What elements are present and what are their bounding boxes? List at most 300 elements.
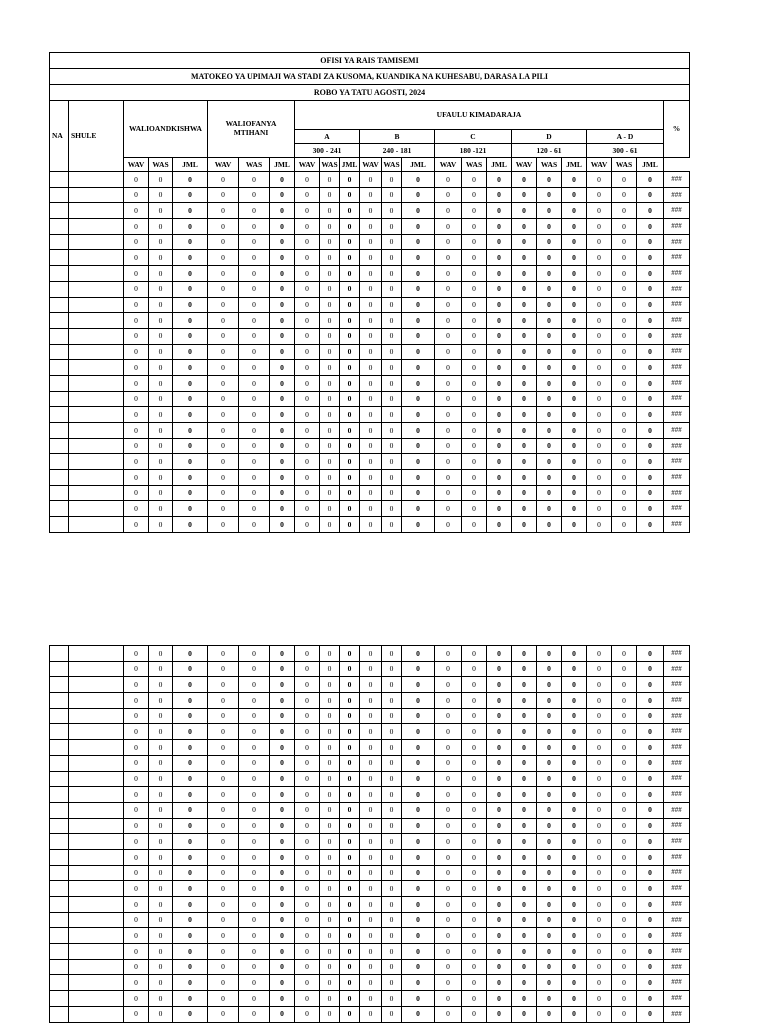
cell-was: 0 bbox=[149, 849, 173, 865]
cell-was: 0 bbox=[462, 724, 487, 740]
cell-was: 0 bbox=[612, 787, 637, 803]
cell-was: 0 bbox=[320, 944, 340, 960]
cell-was: 0 bbox=[612, 328, 637, 344]
cell-jml: 0 bbox=[340, 881, 360, 897]
cell-wav: 0 bbox=[587, 328, 612, 344]
cell-was: 0 bbox=[382, 234, 402, 250]
cell-percent: ### bbox=[664, 740, 690, 756]
table-row bbox=[50, 344, 690, 360]
cell-shule bbox=[69, 266, 124, 282]
header-ufaulu-kimadaraja: UFAULU KIMADARAJA bbox=[295, 101, 664, 130]
cell-shule bbox=[69, 944, 124, 960]
cell-was: 0 bbox=[612, 865, 637, 881]
cell-wav: 0 bbox=[208, 991, 239, 1007]
cell-wav: 0 bbox=[208, 897, 239, 913]
cell-wav: 0 bbox=[512, 677, 537, 693]
cell-was: 0 bbox=[382, 975, 402, 991]
cell-was: 0 bbox=[537, 944, 562, 960]
cell-was: 0 bbox=[462, 881, 487, 897]
cell-was: 0 bbox=[382, 740, 402, 756]
cell-wav: 0 bbox=[124, 423, 149, 439]
table-row bbox=[50, 928, 690, 944]
cell-was: 0 bbox=[320, 313, 340, 329]
cell-wav: 0 bbox=[435, 423, 462, 439]
cell-jml: 0 bbox=[340, 203, 360, 219]
cell-was: 0 bbox=[537, 802, 562, 818]
cell-wav: 0 bbox=[360, 517, 382, 533]
cell-percent: ### bbox=[664, 281, 690, 297]
cell-wav: 0 bbox=[360, 281, 382, 297]
grade-header: A bbox=[295, 130, 360, 144]
cell-shule bbox=[69, 485, 124, 501]
cell-wav: 0 bbox=[435, 661, 462, 677]
cell-was: 0 bbox=[320, 485, 340, 501]
cell-percent: ### bbox=[664, 328, 690, 344]
cell-wav: 0 bbox=[208, 470, 239, 486]
cell-percent: ### bbox=[664, 708, 690, 724]
cell-jml: 0 bbox=[173, 881, 208, 897]
cell-was: 0 bbox=[462, 849, 487, 865]
cell-na bbox=[50, 297, 69, 313]
cell-na bbox=[50, 740, 69, 756]
cell-jml: 0 bbox=[402, 470, 435, 486]
cell-was: 0 bbox=[537, 849, 562, 865]
cell-wav: 0 bbox=[295, 865, 320, 881]
cell-wav: 0 bbox=[435, 755, 462, 771]
cell-wav: 0 bbox=[295, 203, 320, 219]
cell-was: 0 bbox=[382, 1006, 402, 1022]
cell-wav: 0 bbox=[587, 1006, 612, 1022]
cell-wav: 0 bbox=[360, 740, 382, 756]
cell-wav: 0 bbox=[435, 975, 462, 991]
cell-was: 0 bbox=[239, 391, 270, 407]
cell-wav: 0 bbox=[208, 724, 239, 740]
cell-was: 0 bbox=[612, 454, 637, 470]
cell-percent: ### bbox=[664, 865, 690, 881]
cell-was: 0 bbox=[537, 438, 562, 454]
cell-was: 0 bbox=[612, 912, 637, 928]
cell-jml: 0 bbox=[173, 849, 208, 865]
cell-na bbox=[50, 313, 69, 329]
cell-was: 0 bbox=[320, 834, 340, 850]
cell-wav: 0 bbox=[124, 470, 149, 486]
cell-wav: 0 bbox=[587, 834, 612, 850]
cell-shule bbox=[69, 454, 124, 470]
cell-shule bbox=[69, 959, 124, 975]
cell-wav: 0 bbox=[587, 234, 612, 250]
table-row bbox=[50, 313, 690, 329]
cell-was: 0 bbox=[382, 470, 402, 486]
cell-jml: 0 bbox=[637, 485, 664, 501]
cell-wav: 0 bbox=[512, 787, 537, 803]
cell-jml: 0 bbox=[637, 517, 664, 533]
col-header-jml: JML bbox=[340, 158, 360, 172]
cell-was: 0 bbox=[382, 897, 402, 913]
cell-na bbox=[50, 724, 69, 740]
cell-wav: 0 bbox=[587, 661, 612, 677]
cell-jml: 0 bbox=[270, 724, 295, 740]
cell-shule bbox=[69, 755, 124, 771]
cell-was: 0 bbox=[382, 360, 402, 376]
cell-wav: 0 bbox=[435, 438, 462, 454]
cell-jml: 0 bbox=[270, 881, 295, 897]
cell-jml: 0 bbox=[173, 708, 208, 724]
cell-shule bbox=[69, 1006, 124, 1022]
cell-jml: 0 bbox=[637, 360, 664, 376]
cell-jml: 0 bbox=[340, 485, 360, 501]
cell-percent: ### bbox=[664, 944, 690, 960]
cell-jml: 0 bbox=[402, 755, 435, 771]
table-row bbox=[50, 740, 690, 756]
cell-wav: 0 bbox=[124, 281, 149, 297]
table-row bbox=[50, 454, 690, 470]
cell-wav: 0 bbox=[208, 219, 239, 235]
cell-was: 0 bbox=[537, 771, 562, 787]
cell-wav: 0 bbox=[360, 407, 382, 423]
cell-na bbox=[50, 470, 69, 486]
col-header-wav: WAV bbox=[295, 158, 320, 172]
cell-was: 0 bbox=[462, 802, 487, 818]
cell-na bbox=[50, 849, 69, 865]
cell-jml: 0 bbox=[173, 485, 208, 501]
cell-na bbox=[50, 755, 69, 771]
cell-percent: ### bbox=[664, 693, 690, 709]
cell-was: 0 bbox=[612, 281, 637, 297]
cell-jml: 0 bbox=[637, 959, 664, 975]
cell-wav: 0 bbox=[435, 187, 462, 203]
cell-jml: 0 bbox=[402, 834, 435, 850]
cell-was: 0 bbox=[537, 297, 562, 313]
cell-was: 0 bbox=[382, 928, 402, 944]
cell-jml: 0 bbox=[637, 407, 664, 423]
cell-jml: 0 bbox=[340, 787, 360, 803]
cell-wav: 0 bbox=[360, 219, 382, 235]
cell-jml: 0 bbox=[562, 865, 587, 881]
cell-was: 0 bbox=[537, 172, 562, 188]
cell-was: 0 bbox=[320, 172, 340, 188]
cell-was: 0 bbox=[149, 724, 173, 740]
cell-wav: 0 bbox=[124, 266, 149, 282]
cell-jml: 0 bbox=[487, 344, 512, 360]
cell-was: 0 bbox=[149, 771, 173, 787]
grade-range-header: 300 - 241 bbox=[295, 144, 360, 158]
cell-was: 0 bbox=[612, 708, 637, 724]
cell-was: 0 bbox=[320, 391, 340, 407]
cell-wav: 0 bbox=[208, 203, 239, 219]
cell-wav: 0 bbox=[295, 360, 320, 376]
cell-was: 0 bbox=[462, 517, 487, 533]
cell-jml: 0 bbox=[402, 1006, 435, 1022]
table-row bbox=[50, 818, 690, 834]
cell-jml: 0 bbox=[340, 975, 360, 991]
cell-was: 0 bbox=[239, 897, 270, 913]
cell-na bbox=[50, 360, 69, 376]
cell-shule bbox=[69, 787, 124, 803]
header-shule: SHULE bbox=[69, 101, 124, 172]
cell-jml: 0 bbox=[487, 485, 512, 501]
cell-jml: 0 bbox=[402, 438, 435, 454]
cell-wav: 0 bbox=[512, 391, 537, 407]
cell-jml: 0 bbox=[637, 849, 664, 865]
cell-wav: 0 bbox=[360, 661, 382, 677]
cell-jml: 0 bbox=[340, 234, 360, 250]
cell-wav: 0 bbox=[360, 266, 382, 282]
cell-wav: 0 bbox=[360, 975, 382, 991]
cell-was: 0 bbox=[382, 991, 402, 1007]
col-header-wav: WAV bbox=[360, 158, 382, 172]
table-row bbox=[50, 423, 690, 439]
cell-percent: ### bbox=[664, 470, 690, 486]
cell-jml: 0 bbox=[637, 865, 664, 881]
cell-wav: 0 bbox=[435, 881, 462, 897]
cell-wav: 0 bbox=[360, 865, 382, 881]
table-row bbox=[50, 297, 690, 313]
cell-wav: 0 bbox=[208, 771, 239, 787]
cell-was: 0 bbox=[462, 423, 487, 439]
cell-was: 0 bbox=[537, 454, 562, 470]
cell-was: 0 bbox=[537, 281, 562, 297]
table-row bbox=[50, 172, 690, 188]
cell-jml: 0 bbox=[340, 438, 360, 454]
cell-was: 0 bbox=[320, 991, 340, 1007]
cell-jml: 0 bbox=[487, 172, 512, 188]
col-header-was: WAS bbox=[320, 158, 340, 172]
cell-jml: 0 bbox=[562, 344, 587, 360]
cell-was: 0 bbox=[320, 297, 340, 313]
cell-jml: 0 bbox=[402, 375, 435, 391]
cell-jml: 0 bbox=[487, 470, 512, 486]
results-table-top bbox=[49, 52, 690, 533]
cell-wav: 0 bbox=[208, 266, 239, 282]
cell-was: 0 bbox=[612, 313, 637, 329]
cell-shule bbox=[69, 344, 124, 360]
cell-percent: ### bbox=[664, 485, 690, 501]
table-row bbox=[50, 187, 690, 203]
cell-jml: 0 bbox=[402, 787, 435, 803]
cell-na bbox=[50, 897, 69, 913]
col-header-was: WAS bbox=[612, 158, 637, 172]
cell-was: 0 bbox=[239, 865, 270, 881]
cell-jml: 0 bbox=[487, 975, 512, 991]
cell-wav: 0 bbox=[295, 454, 320, 470]
cell-jml: 0 bbox=[637, 297, 664, 313]
cell-jml: 0 bbox=[270, 281, 295, 297]
cell-jml: 0 bbox=[487, 219, 512, 235]
cell-was: 0 bbox=[239, 266, 270, 282]
cell-was: 0 bbox=[462, 485, 487, 501]
table-row bbox=[50, 724, 690, 740]
cell-jml: 0 bbox=[402, 423, 435, 439]
cell-was: 0 bbox=[239, 661, 270, 677]
cell-jml: 0 bbox=[637, 693, 664, 709]
cell-was: 0 bbox=[612, 646, 637, 662]
cell-wav: 0 bbox=[587, 975, 612, 991]
cell-jml: 0 bbox=[340, 912, 360, 928]
cell-jml: 0 bbox=[173, 975, 208, 991]
cell-was: 0 bbox=[239, 344, 270, 360]
cell-wav: 0 bbox=[587, 187, 612, 203]
table-row bbox=[50, 517, 690, 533]
cell-jml: 0 bbox=[637, 724, 664, 740]
cell-jml: 0 bbox=[340, 501, 360, 517]
cell-jml: 0 bbox=[270, 802, 295, 818]
cell-jml: 0 bbox=[562, 928, 587, 944]
cell-jml: 0 bbox=[637, 802, 664, 818]
cell-wav: 0 bbox=[124, 517, 149, 533]
cell-jml: 0 bbox=[270, 991, 295, 1007]
cell-was: 0 bbox=[149, 297, 173, 313]
grade-range-header: 240 - 181 bbox=[360, 144, 435, 158]
cell-was: 0 bbox=[239, 517, 270, 533]
cell-was: 0 bbox=[320, 724, 340, 740]
cell-jml: 0 bbox=[270, 375, 295, 391]
cell-wav: 0 bbox=[360, 423, 382, 439]
cell-wav: 0 bbox=[124, 818, 149, 834]
cell-wav: 0 bbox=[208, 485, 239, 501]
cell-was: 0 bbox=[320, 375, 340, 391]
cell-na bbox=[50, 787, 69, 803]
cell-wav: 0 bbox=[124, 755, 149, 771]
cell-jml: 0 bbox=[562, 755, 587, 771]
cell-wav: 0 bbox=[435, 375, 462, 391]
cell-jml: 0 bbox=[487, 881, 512, 897]
cell-wav: 0 bbox=[435, 391, 462, 407]
cell-was: 0 bbox=[612, 407, 637, 423]
cell-wav: 0 bbox=[587, 423, 612, 439]
cell-jml: 0 bbox=[562, 677, 587, 693]
cell-jml: 0 bbox=[340, 724, 360, 740]
cell-was: 0 bbox=[149, 959, 173, 975]
table-row bbox=[50, 250, 690, 266]
cell-jml: 0 bbox=[637, 771, 664, 787]
cell-wav: 0 bbox=[124, 708, 149, 724]
cell-jml: 0 bbox=[270, 677, 295, 693]
cell-wav: 0 bbox=[512, 912, 537, 928]
cell-percent: ### bbox=[664, 187, 690, 203]
cell-wav: 0 bbox=[512, 818, 537, 834]
cell-wav: 0 bbox=[208, 802, 239, 818]
table-row bbox=[50, 438, 690, 454]
cell-jml: 0 bbox=[562, 897, 587, 913]
cell-jml: 0 bbox=[637, 708, 664, 724]
cell-wav: 0 bbox=[208, 391, 239, 407]
cell-na bbox=[50, 1006, 69, 1022]
cell-was: 0 bbox=[239, 755, 270, 771]
cell-na bbox=[50, 818, 69, 834]
cell-jml: 0 bbox=[402, 646, 435, 662]
cell-shule bbox=[69, 771, 124, 787]
cell-jml: 0 bbox=[562, 250, 587, 266]
cell-jml: 0 bbox=[270, 755, 295, 771]
cell-jml: 0 bbox=[562, 360, 587, 376]
cell-wav: 0 bbox=[208, 928, 239, 944]
cell-wav: 0 bbox=[124, 677, 149, 693]
cell-was: 0 bbox=[149, 281, 173, 297]
cell-shule bbox=[69, 407, 124, 423]
col-header-wav: WAV bbox=[435, 158, 462, 172]
cell-was: 0 bbox=[149, 881, 173, 897]
cell-was: 0 bbox=[239, 423, 270, 439]
cell-jml: 0 bbox=[402, 407, 435, 423]
cell-was: 0 bbox=[382, 802, 402, 818]
cell-wav: 0 bbox=[208, 313, 239, 329]
cell-jml: 0 bbox=[487, 313, 512, 329]
cell-was: 0 bbox=[149, 755, 173, 771]
cell-wav: 0 bbox=[295, 991, 320, 1007]
cell-was: 0 bbox=[239, 677, 270, 693]
cell-jml: 0 bbox=[340, 693, 360, 709]
cell-was: 0 bbox=[382, 250, 402, 266]
cell-na bbox=[50, 172, 69, 188]
cell-percent: ### bbox=[664, 344, 690, 360]
cell-was: 0 bbox=[149, 708, 173, 724]
cell-jml: 0 bbox=[340, 740, 360, 756]
cell-was: 0 bbox=[537, 928, 562, 944]
cell-jml: 0 bbox=[270, 849, 295, 865]
cell-jml: 0 bbox=[270, 203, 295, 219]
cell-was: 0 bbox=[462, 912, 487, 928]
cell-wav: 0 bbox=[435, 344, 462, 360]
cell-was: 0 bbox=[537, 661, 562, 677]
cell-wav: 0 bbox=[587, 266, 612, 282]
cell-was: 0 bbox=[612, 234, 637, 250]
cell-wav: 0 bbox=[435, 250, 462, 266]
cell-wav: 0 bbox=[512, 991, 537, 1007]
cell-wav: 0 bbox=[295, 928, 320, 944]
cell-wav: 0 bbox=[587, 344, 612, 360]
cell-wav: 0 bbox=[208, 740, 239, 756]
cell-wav: 0 bbox=[435, 203, 462, 219]
cell-was: 0 bbox=[320, 661, 340, 677]
cell-was: 0 bbox=[462, 771, 487, 787]
cell-was: 0 bbox=[239, 740, 270, 756]
cell-wav: 0 bbox=[295, 693, 320, 709]
cell-wav: 0 bbox=[295, 677, 320, 693]
cell-wav: 0 bbox=[124, 928, 149, 944]
cell-wav: 0 bbox=[360, 787, 382, 803]
cell-was: 0 bbox=[149, 818, 173, 834]
cell-wav: 0 bbox=[512, 485, 537, 501]
report-title-office: OFISI YA RAIS TAMISEMI bbox=[50, 53, 690, 69]
cell-jml: 0 bbox=[562, 959, 587, 975]
cell-was: 0 bbox=[612, 834, 637, 850]
cell-wav: 0 bbox=[124, 881, 149, 897]
cell-was: 0 bbox=[537, 391, 562, 407]
cell-wav: 0 bbox=[435, 501, 462, 517]
cell-wav: 0 bbox=[435, 677, 462, 693]
cell-wav: 0 bbox=[435, 1006, 462, 1022]
cell-was: 0 bbox=[320, 454, 340, 470]
cell-was: 0 bbox=[320, 234, 340, 250]
cell-jml: 0 bbox=[487, 266, 512, 282]
cell-na bbox=[50, 187, 69, 203]
cell-was: 0 bbox=[320, 975, 340, 991]
table-row bbox=[50, 203, 690, 219]
cell-wav: 0 bbox=[512, 928, 537, 944]
col-header-was: WAS bbox=[149, 158, 173, 172]
cell-was: 0 bbox=[612, 724, 637, 740]
cell-wav: 0 bbox=[587, 219, 612, 235]
cell-shule bbox=[69, 297, 124, 313]
cell-wav: 0 bbox=[124, 787, 149, 803]
col-header-jml: JML bbox=[637, 158, 664, 172]
cell-was: 0 bbox=[537, 203, 562, 219]
cell-wav: 0 bbox=[587, 724, 612, 740]
cell-jml: 0 bbox=[173, 250, 208, 266]
cell-was: 0 bbox=[537, 818, 562, 834]
cell-wav: 0 bbox=[360, 470, 382, 486]
cell-jml: 0 bbox=[402, 849, 435, 865]
